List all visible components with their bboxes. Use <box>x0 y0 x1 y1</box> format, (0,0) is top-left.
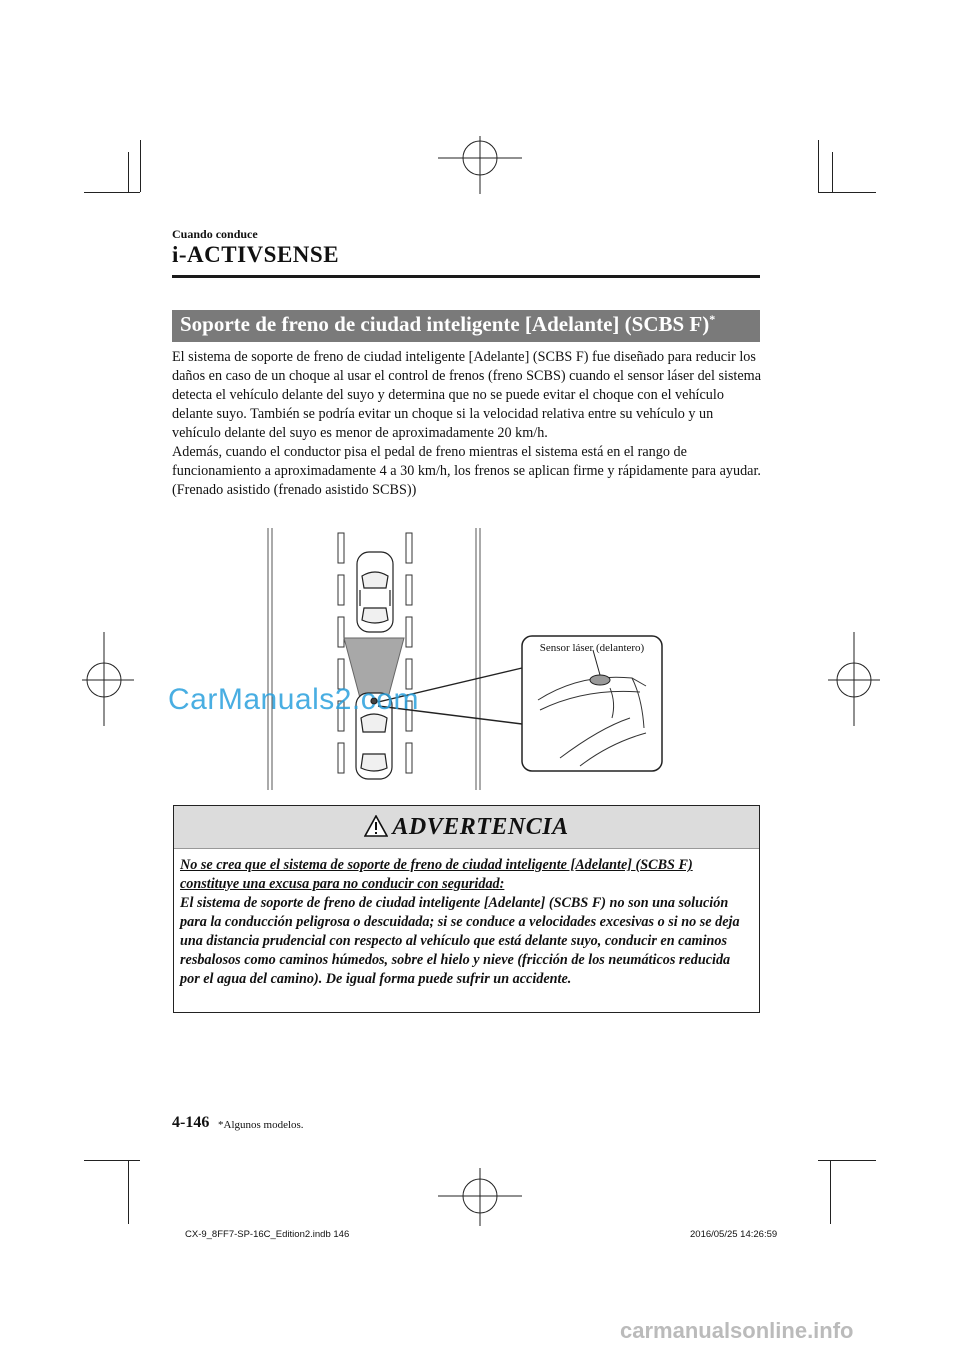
sensor-callout-label: Sensor láser (delantero) <box>539 642 645 654</box>
crop-mark <box>128 1160 129 1224</box>
chapter-title: i-ACTIVSENSE <box>172 242 340 267</box>
models-marker: * <box>709 312 716 326</box>
footnote: *Algunos modelos. <box>218 1119 304 1131</box>
crop-mark <box>128 152 129 192</box>
crop-mark <box>832 152 833 192</box>
crop-mark <box>818 192 876 193</box>
section-body <box>172 348 762 500</box>
crop-mark <box>818 1160 876 1161</box>
crop-mark <box>830 1160 831 1224</box>
warning-lead: No se crea que el sistema de soporte de freno de ciudad inteligente [Adelante] (SCBS F) constituye una excusa para no conducir con seguridad: <box>180 857 693 892</box>
warning-text <box>180 856 752 989</box>
crop-mark <box>84 1160 140 1161</box>
warning-title-wrap <box>364 814 568 840</box>
site-watermark: carmanualsonline.info <box>620 1318 854 1343</box>
registration-mark-top <box>432 136 528 196</box>
print-file-info: CX-9_8FF7-SP-16C_Edition2.indb 146 <box>185 1229 350 1240</box>
registration-mark-left <box>80 632 136 728</box>
body-paragraph: Además, cuando el conductor pisa el pedal de freno mientras el sistema está en el rango de funcionamiento a aproximadamente 4 a 30 km/h, los frenos se aplican firme y rápidamente para ayudar. (Frenado asistido (frenado asistido SCBS)) <box>172 444 761 498</box>
section-label: Cuando conduce <box>172 227 258 241</box>
warning-triangle-icon <box>364 815 388 837</box>
registration-mark-right <box>826 632 882 728</box>
registration-mark-bottom <box>432 1168 528 1228</box>
print-timestamp: 2016/05/25 14:26:59 <box>690 1229 778 1240</box>
carmanuals-watermark: CarManuals2.com <box>168 683 419 716</box>
lead-car <box>357 552 393 632</box>
warning-box <box>173 805 760 1013</box>
crop-mark <box>84 192 140 193</box>
warning-body: El sistema de soporte de freno de ciudad inteligente [Adelante] (SCBS F) no son una solución para la conducción peligrosa o descuidada; si se conduce a velocidades excesivas o si no se deja una distancia prudencial con respecto al vehículo que está delante suyo, conducir en caminos resbalosos como caminos húmedos, sobre el hielo y nieve (fricción de los neumáticos reducida por el agua del camino). De igual forma puede sufrir un accidente. <box>180 895 740 987</box>
section-heading-text: Soporte de freno de ciudad inteligente [Adelante] (SCBS F) <box>180 312 710 336</box>
header-rule <box>172 275 760 278</box>
page-number: 4-146 <box>172 1114 210 1131</box>
scbs-illustration <box>260 528 680 793</box>
warning-header <box>174 806 759 849</box>
section-heading <box>172 310 760 342</box>
warning-title: ADVERTENCIA <box>392 814 569 840</box>
crop-mark <box>818 140 819 192</box>
body-paragraph: El sistema de soporte de freno de ciudad inteligente [Adelante] (SCBS F) fue diseñado para reducir los daños en caso de un choque al usar el control de frenos (freno SCBS) cuando el sensor láser del sistema detecta el vehículo delante del suyo y determina que no se puede evitar el choque con el vehículo delante suyo. También se podría evitar un choque si la velocidad relativa entre su vehículo y un vehículo delante del suyo es menor de aproximadamente 20 km/h. <box>172 349 762 441</box>
crop-mark <box>140 140 141 192</box>
